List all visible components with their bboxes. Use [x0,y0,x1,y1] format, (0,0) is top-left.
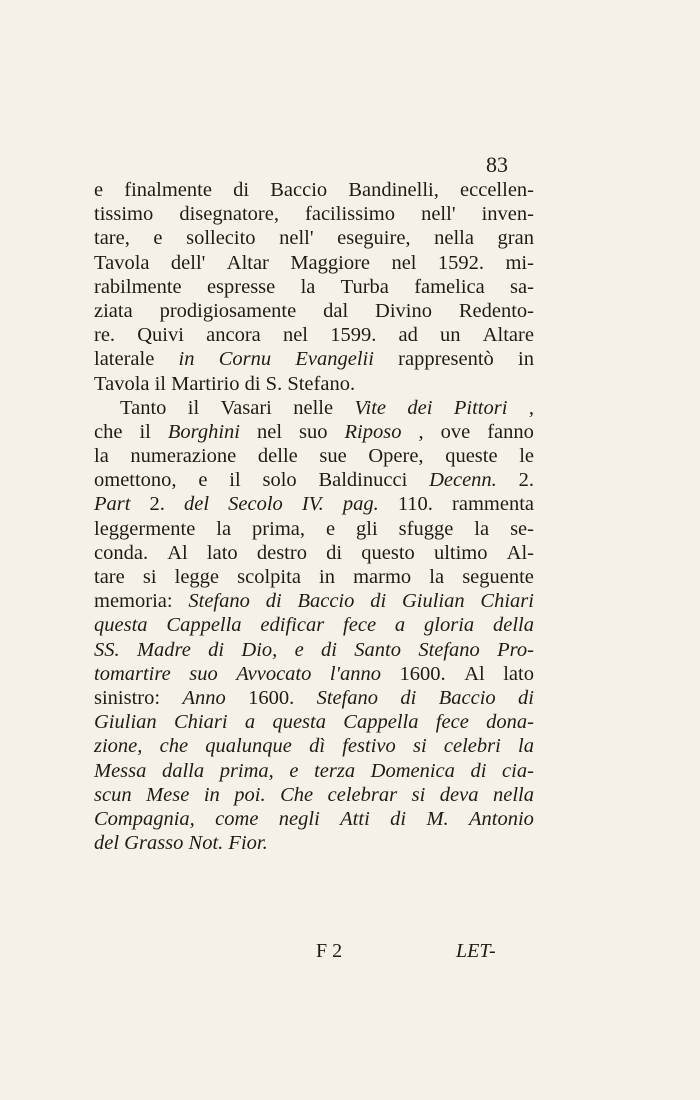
text-word: legge [174,566,220,588]
text-word: rappresentò [398,348,494,371]
text-word: di [470,759,487,782]
text-word: di [244,372,261,395]
text-word: come [215,807,259,830]
text-word: nella [434,227,474,250]
text-line [94,613,534,637]
text-word: si [411,783,426,806]
text-word: di [265,590,282,613]
text-word: tare, [94,227,130,250]
text-word: Al [167,541,188,564]
text-word: qualunque [205,735,292,758]
text-line [94,275,534,299]
text-word: Compagnia, [94,807,195,830]
text-word: 1592. [437,251,485,274]
text-word: mi- [505,251,534,274]
text-word: gran [497,227,534,250]
text-word: un [440,324,461,347]
text-word: Baldinucci [318,469,408,492]
text-word: terza [314,759,356,782]
text-word: Maggiore [290,251,371,274]
text-word: Atti [340,807,370,830]
text-line [94,492,534,516]
text-word: Vite [354,396,386,419]
text-word: dei [407,396,433,419]
text-word: Stefano [188,590,250,613]
text-word: ziata [94,299,133,322]
text-word: 2. [149,493,165,516]
text-word: negli [278,807,320,830]
text-line [94,396,534,420]
text-word: questo [361,541,415,564]
text-word: il [154,372,167,395]
text-word: Al [464,662,485,685]
text-word: sinistro: [94,686,161,709]
text-word: questa [94,614,148,637]
text-word: Avvocato [236,662,312,685]
text-word: tomartire [94,662,171,685]
text-word: celebrar [327,783,398,806]
text-word: 110. [397,493,433,516]
text-word: leggermente [94,517,196,540]
text-line [94,347,534,371]
text-word: Santo [354,638,401,661]
text-word: lato [503,662,534,685]
text-word: zione, [94,735,143,758]
text-word: suo [299,420,328,443]
text-line [94,807,534,831]
body-text [94,178,534,855]
text-word: gloria [424,614,475,637]
text-word: solo [262,469,297,492]
text-word: queste [445,445,498,468]
text-word: memoria: [94,590,173,613]
text-word: tare [94,566,125,588]
text-word: nel [282,324,308,347]
text-word: se- [510,517,534,540]
text-word: gli [356,517,378,540]
text-word: di [390,807,407,830]
text-word: il [139,420,151,443]
text-word: e [153,227,163,250]
text-word: di [326,541,343,564]
text-word: Baccio [297,590,355,613]
text-word: il [229,469,241,492]
text-word: la [474,517,490,540]
text-word: in [518,348,534,371]
text-word: sue [319,445,347,468]
text-word: inven- [481,203,534,226]
text-word: facilissimo [305,203,395,226]
text-word: Martirio [171,372,240,395]
text-word: Domenica [370,759,455,782]
text-line [94,517,534,541]
text-word: nel [257,420,283,443]
text-word: Decenn. [429,469,497,492]
text-word: Stefano [418,638,480,661]
text-word: Opere, [368,445,424,468]
text-word: del [94,832,120,855]
text-word: e [289,759,299,782]
text-word: Altar [226,251,269,274]
text-line [94,710,534,734]
text-word: Antonio [469,807,534,830]
text-word: le [519,445,534,468]
text-line [94,759,534,783]
text-word: ultimo [433,541,488,564]
text-word: a [394,614,406,637]
text-word: S. [265,372,283,395]
text-word: M. [426,807,449,830]
text-word: in [319,566,335,588]
text-word: edificar [260,614,325,637]
text-word: cia- [502,759,534,782]
text-word: fanno [487,420,534,443]
text-line [94,589,534,613]
text-line [94,251,534,275]
text-word: in [203,783,220,806]
text-line [94,662,534,686]
text-word: dalla [161,759,205,782]
text-word: Chiari [173,711,228,734]
text-word: seguente [462,566,534,588]
page-footer [0,940,700,970]
text-word: Not. [188,832,224,855]
text-word: ad [398,324,418,347]
text-word: Giulian [94,711,157,734]
text-word: finalmente [124,179,212,201]
text-word: Giulian [401,590,465,613]
text-word: Redento- [458,299,534,322]
text-word: e [94,179,104,201]
text-word: 1600. [248,686,295,709]
text-word: lato [206,541,238,564]
text-word: nell' [279,227,314,250]
text-word: Divino [375,299,432,322]
text-word: del [184,493,210,516]
text-word: Dio, [241,638,278,661]
text-word: festivo [342,735,396,758]
text-word: prima, [219,759,274,782]
text-line [94,299,534,323]
text-line [94,638,534,662]
text-word: , [418,420,424,443]
text-word: prodigiosamente [159,299,297,322]
text-word: fece [435,711,469,734]
text-word: la [94,445,109,468]
text-word: fece [343,614,377,637]
text-word: Grasso [124,832,184,855]
text-word: poi. [234,783,266,806]
text-word: rammenta [452,493,534,516]
text-word: ove [440,420,471,443]
text-word: la [429,566,445,588]
text-word: sfugge [398,517,454,540]
text-word: deva [439,783,479,806]
text-word: Anno [182,686,226,709]
text-word: scolpita [237,566,301,588]
text-word: suo [189,662,218,685]
text-word: prima, [252,517,305,540]
text-word: in [178,348,195,371]
text-word: di [233,179,250,201]
text-word: e [198,469,208,492]
text-word: disegnatore, [179,203,279,226]
text-word: laterale [94,348,155,371]
text-word: Bandinelli, [348,179,439,201]
text-line [94,178,534,202]
text-word: ancora [206,324,261,347]
text-line [94,468,534,492]
text-word: Al- [506,541,534,564]
text-word: a [244,711,256,734]
text-word: Turba [340,275,389,298]
text-word: che [94,420,123,443]
text-line [94,323,534,347]
text-word: dell' [170,251,206,274]
text-word: destro [256,541,307,564]
text-word: Chiari [480,590,534,613]
text-word: numerazione [130,445,237,468]
text-line [94,420,534,444]
text-word: IV. [301,493,324,516]
text-word: Stefano. [287,372,356,395]
text-word: eseguire, [337,227,411,250]
text-word: Pittori [453,396,508,419]
text-word: di [518,686,534,709]
text-word: nel [391,251,417,274]
text-word: la [518,735,534,758]
text-line [94,734,534,758]
text-word: sa- [510,275,534,298]
text-word: dì [309,735,326,758]
text-word: dal [323,299,349,322]
text-word: , [528,396,534,419]
text-word: di [321,638,337,661]
text-word: di [208,638,225,661]
text-line [94,783,534,807]
text-word: pag. [342,493,379,516]
text-word: Evangelii [295,348,374,371]
text-word: scun [94,783,132,806]
text-word: famelica [414,275,485,298]
text-word: rabilmente [94,275,182,298]
text-word: marmo [353,566,412,588]
text-line [94,202,534,226]
text-line [94,444,534,468]
text-word: Altare [482,324,534,347]
text-word: il [187,396,200,419]
text-word: Quivi [137,324,184,347]
text-word: tissimo [94,203,154,226]
text-word: nella [493,783,534,806]
text-word: e [294,638,304,661]
text-word: espresse [206,275,276,298]
text-word: Madre [136,638,191,661]
text-word: la [216,517,232,540]
text-line [94,372,534,396]
text-word: di [400,686,417,709]
text-word: si [142,566,157,588]
text-word: re. [94,324,116,347]
text-line [94,565,534,589]
text-line [94,226,534,250]
text-word: della [493,614,534,637]
text-word: 2. [518,469,534,492]
text-word: Secolo [228,493,283,516]
text-word: dona- [486,711,534,734]
text-word: Vasari [220,396,272,419]
page-number: 83 [486,152,508,177]
text-word: Stefano [316,686,379,709]
text-word: Cornu [218,348,272,371]
text-word: delle [257,445,298,468]
text-line [94,686,534,710]
text-word: conda. [94,541,149,564]
text-word: Tavola [94,251,150,274]
text-word: di [370,590,387,613]
text-word: eccellen- [460,179,534,201]
text-word: Tanto [120,396,167,419]
text-word: sollecito [186,227,256,250]
signature-mark: F 2 [316,940,343,962]
text-line [94,541,534,565]
text-word: Part [94,493,131,516]
text-word: Che [280,783,314,806]
text-word: Mese [146,783,190,806]
text-word: Pro- [497,638,534,661]
text-word: Fior. [228,832,268,855]
text-word: nell' [421,203,456,226]
text-word: omettono, [94,469,177,492]
text-word: l'anno [329,662,381,685]
text-word: Tavola [94,372,150,395]
text-word: la [300,275,316,298]
text-word: Messa [94,759,147,782]
text-line [94,831,534,855]
text-word: Riposo [344,420,402,443]
text-word: nelle [293,396,334,419]
text-word: Baccio [438,686,496,709]
catchword: LET- [456,940,496,962]
text-word: Cappella [343,711,419,734]
text-word: celebri [443,735,501,758]
text-word: SS. [94,638,120,661]
text-word: Cappella [166,614,242,637]
text-word: che [159,735,189,758]
text-word: 1599. [330,324,377,347]
text-word: Borghini [167,420,240,443]
text-word: 1600. [399,662,446,685]
text-word: questa [272,711,326,734]
text-word: Baccio [270,179,328,201]
text-word: si [412,735,427,758]
text-word: e [325,517,336,540]
